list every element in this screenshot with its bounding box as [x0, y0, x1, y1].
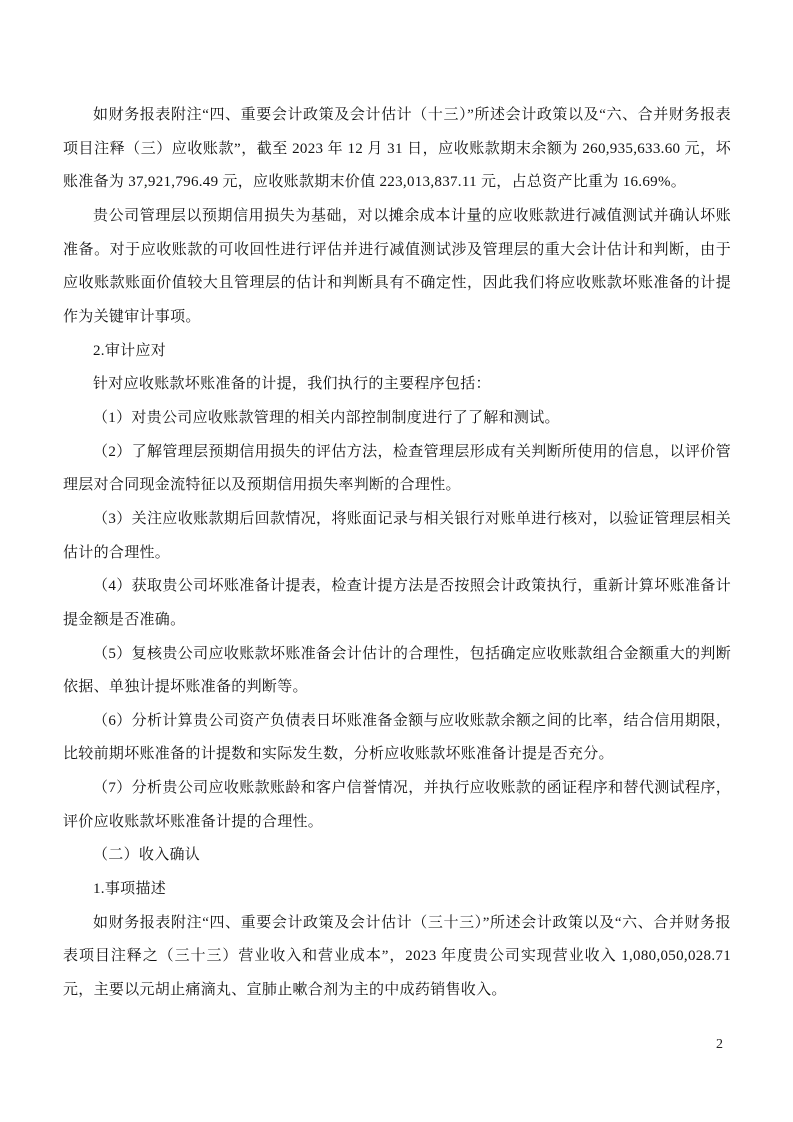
- procedure-item-2: （2）了解管理层预期信用损失的评估方法，检查管理层形成有关判断所使用的信息，以评价管理层对合同现金流特征以及预期信用损失率判断的合理性。: [63, 443, 731, 494]
- document-body: [63, 99, 731, 1008]
- procedure-item-4: （4）获取贵公司坏账准备计提表，检查计提方法是否按照会计政策执行，重新计算坏账准备计提金额是否准确。: [63, 578, 731, 628]
- procedure-item-3: （3）关注应收账款期后回款情况，将账面记录与相关银行对账单进行核对，以验证管理层相关估计的合理性。: [63, 510, 731, 561]
- procedure-item-1: （1）对贵公司应收账款管理的相关内部控制制度进行了了解和测试。: [93, 409, 560, 426]
- heading-matter-description: 1.事项描述: [93, 881, 167, 898]
- page-number: 2: [716, 1037, 723, 1052]
- paragraph-revenue-note: 如财务报表附注“四、重要会计政策及会计估计（三十三）”所述会计政策以及“六、合并财务报表项目注释之（三十三）营业收入和营业成本”，2023 年度贵公司实现营业收入 1,080,050,028.71 元，主要以元胡止痛滴丸、宣肺止嗽合剂为主的中成药销售收入。: [63, 914, 731, 999]
- procedure-item-6: （6）分析计算贵公司资产负债表日坏账准备金额与应收账款余额之间的比率，结合信用期限，比较前期坏账准备的计提数和实际发生数，分析应收账款坏账准备计提是否充分。: [63, 712, 731, 763]
- paragraph-receivables-note: 如财务报表附注“四、重要会计政策及会计估计（十三）”所述会计政策以及“六、合并财务报表项目注释（三）应收账款”，截至 2023 年 12 月 31 日，应收账款期末余额为 260,935,633.60 元，坏账准备为 37,921,796.49 元，应收账款期末价值 223,013,837.11 元，占总资产比重为 16.69%。: [63, 107, 731, 191]
- procedure-item-7: （7）分析贵公司应收账款账龄和客户信誉情况，并执行应收账款的函证程序和替代测试程序，评价应收账款坏账准备计提的合理性。: [63, 780, 731, 830]
- heading-revenue-recognition: （二）收入确认: [93, 847, 201, 864]
- paragraph-procedures-intro: 针对应收账款坏账准备的计提，我们执行的主要程序包括：: [93, 376, 491, 393]
- heading-audit-response: 2.审计应对: [93, 342, 167, 359]
- procedure-item-5: （5）复核贵公司应收账款坏账准备会计估计的合理性，包括确定应收账款组合金额重大的判断依据、单独计提坏账准备的判断等。: [63, 645, 731, 696]
- paragraph-management-assessment: 贵公司管理层以预期信用损失为基础，对以摊余成本计量的应收账款进行减值测试并确认坏账准备。对于应收账款的可收回性进行评估并进行减值测试涉及管理层的重大会计估计和判断，由于应收账款账面价值较大且管理层的估计和判断具有不确定性，因此我们将应收账款坏账准备的计提作为关键审计事项。: [63, 207, 731, 325]
